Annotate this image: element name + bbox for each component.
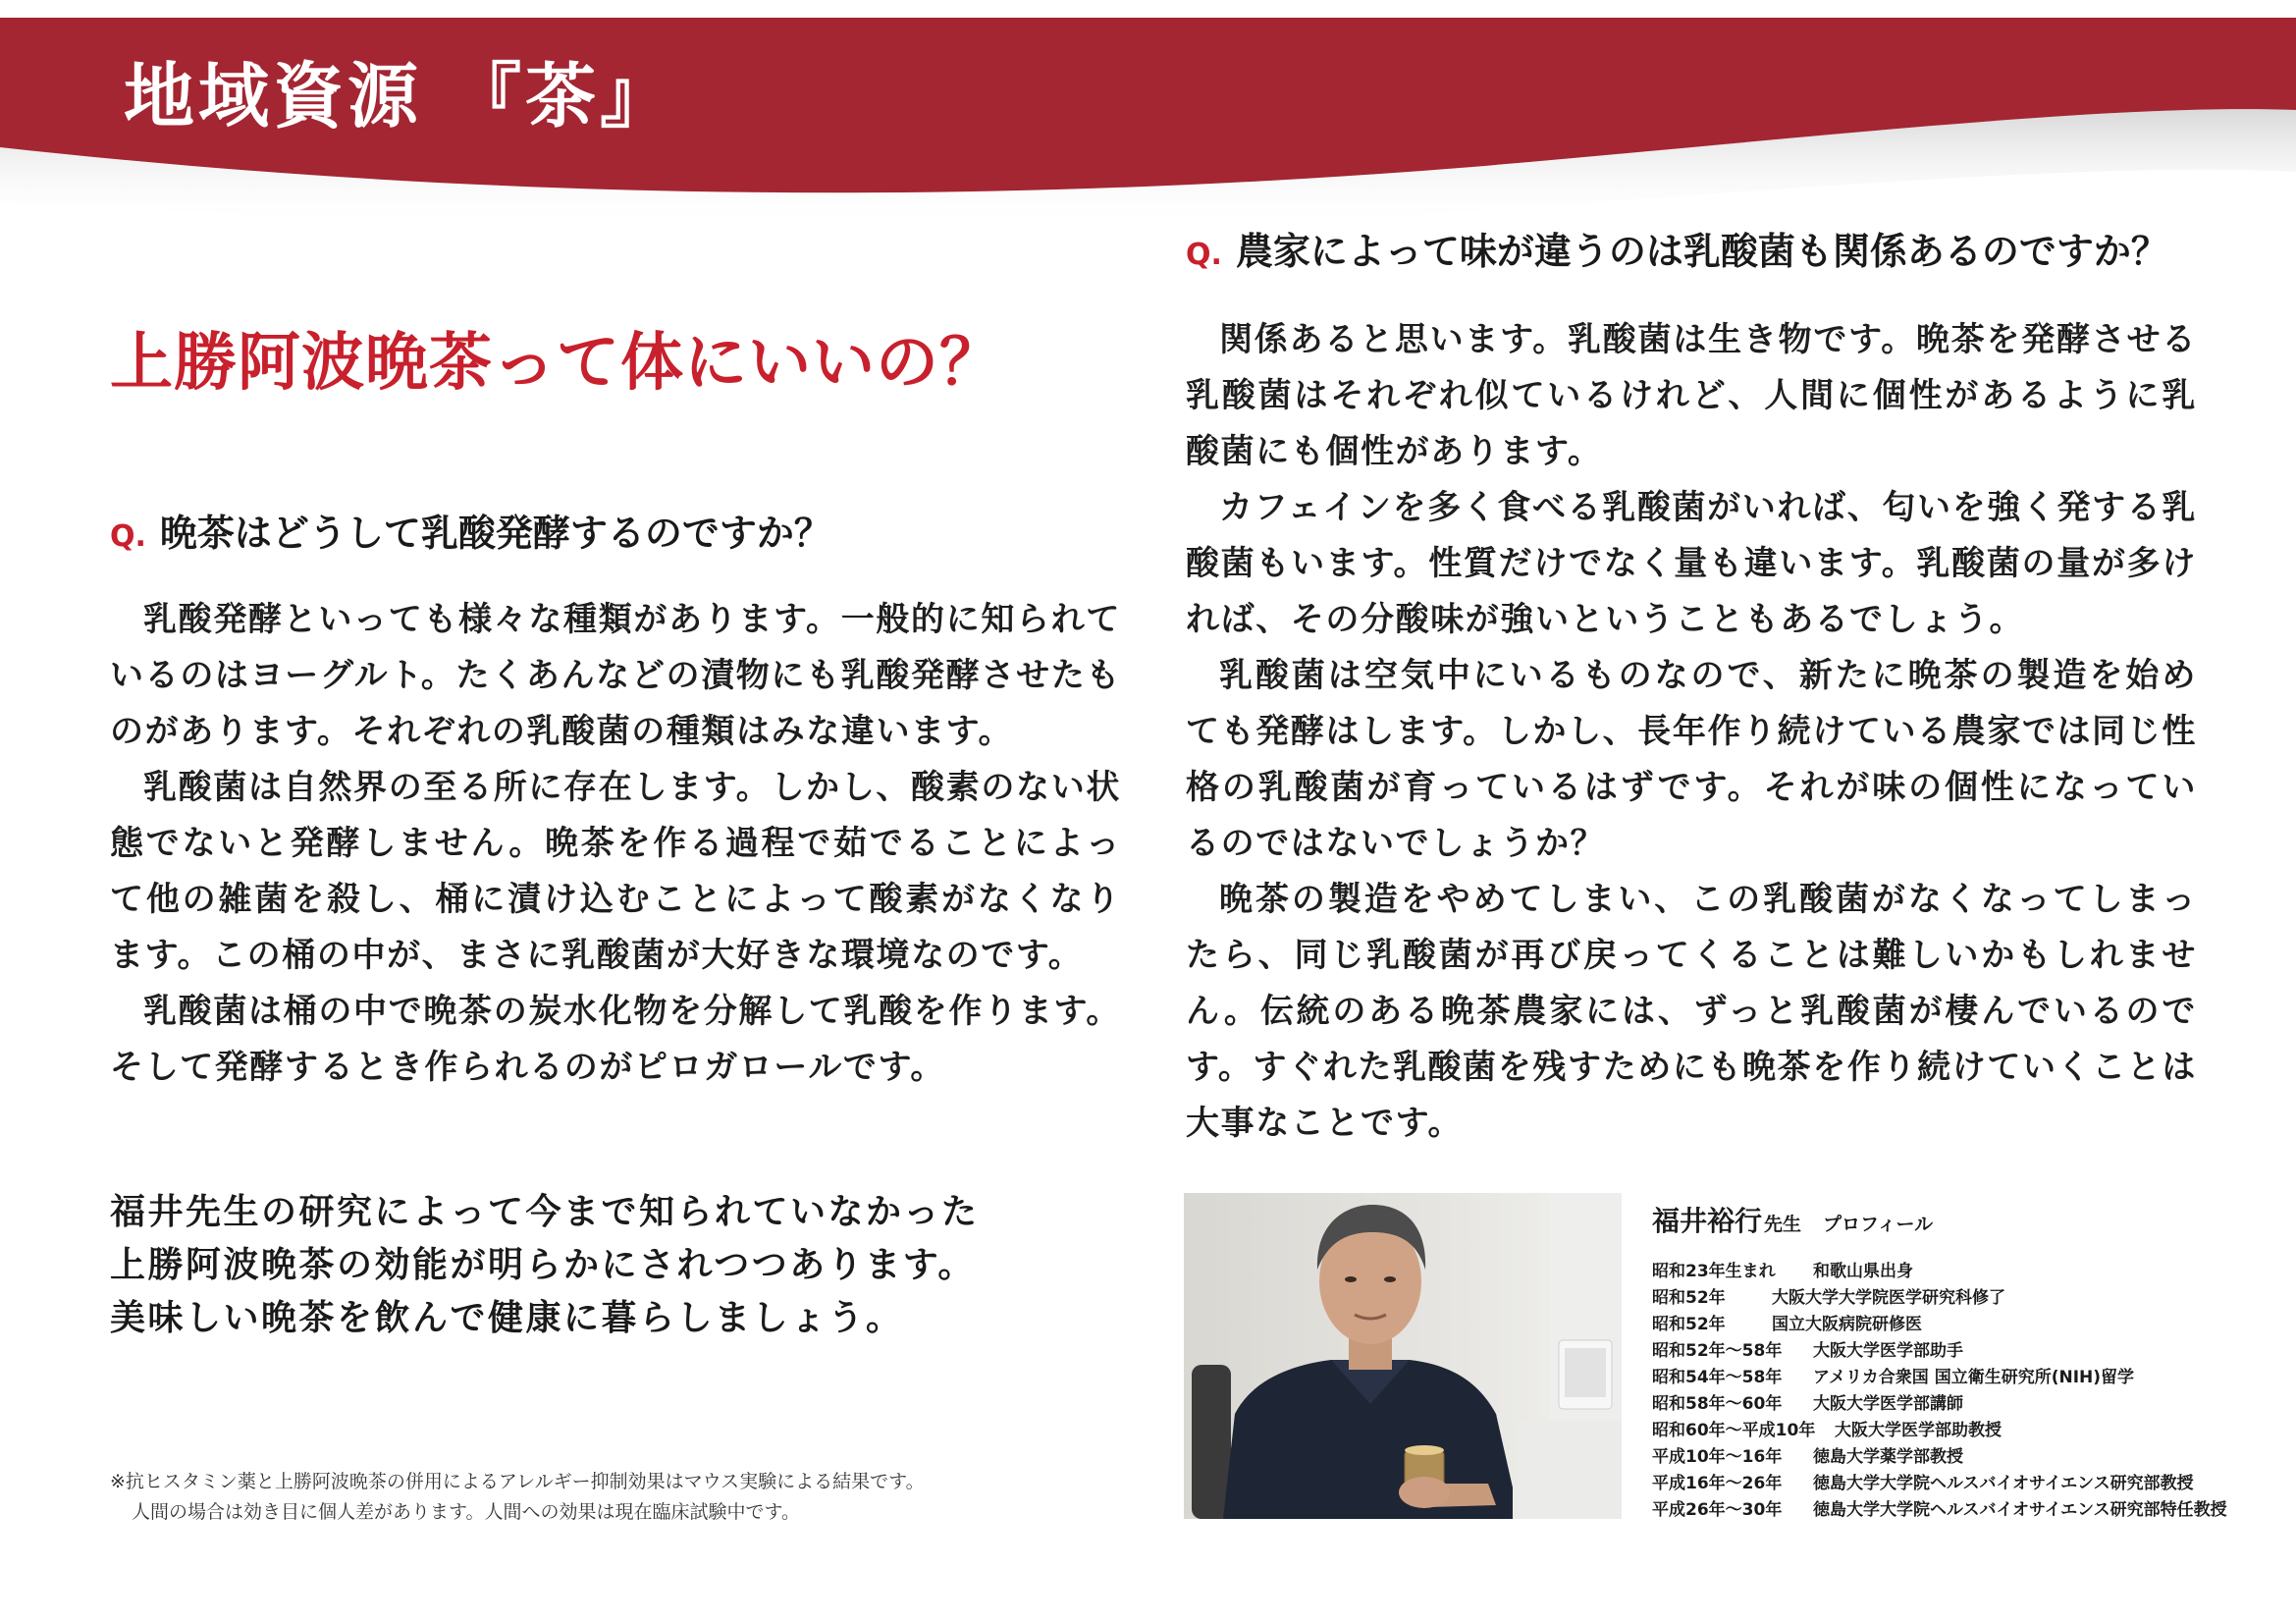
career-years: 昭和52年〜58年 <box>1652 1341 1783 1361</box>
closing-line-1: 福井先生の研究によって今まで知られていなかった <box>110 1192 980 1232</box>
closing-message <box>110 1186 1190 1345</box>
career-item <box>1652 1418 2280 1444</box>
career-item <box>1652 1391 2280 1418</box>
footnote <box>110 1467 1150 1528</box>
career-years: 昭和58年〜60年 <box>1652 1394 1783 1414</box>
q1-paragraph-1: 乳酸発酵といっても様々な種類があります。一般的に知られているのはヨーグルト。たくあんなどの漬物にも乳酸発酵させたものがあります。それぞれの乳酸菌の種類はみな違います。 <box>110 600 1121 751</box>
professor-illustration <box>1184 1193 1622 1519</box>
career-detail: 徳島大学大学院ヘルスバイオサイエンス研究部教授 <box>1813 1474 2194 1493</box>
career-detail: 徳島大学大学院ヘルスバイオサイエンス研究部特任教授 <box>1813 1500 2227 1520</box>
career-item <box>1652 1338 2280 1365</box>
banner-title: 地域資源 『茶』 <box>124 55 675 137</box>
q2-heading <box>1186 221 2168 275</box>
q1-paragraph-3: 乳酸菌は桶の中で晩茶の炭水化物を分解して乳酸を作ります。そして発酵するとき作られるのがピロガロールです。 <box>110 992 1121 1087</box>
q1-heading <box>110 503 831 557</box>
footnote-line-2: 人間の場合は効き目に個人差があります。人間への効果は現在臨床試験中です。 <box>132 1501 800 1523</box>
q1-paragraph-2: 乳酸菌は自然界の至る所に存在します。しかし、酸素のない状態でないと発酵しません。晩茶を作る過程で茹でることによって他の雑菌を殺し、桶に漬け込むことによって酸素がなくなります。この桶の中が、まさに乳酸菌が大好きな環境なのです。 <box>110 768 1121 975</box>
career-list <box>1652 1259 2280 1524</box>
q1-answer <box>110 592 1121 1096</box>
main-heading: 上勝阿波晩茶って体にいいの？ <box>110 327 1003 400</box>
closing-line-3: 美味しい晩茶を飲んで健康に暮らしましょう。 <box>110 1298 904 1338</box>
career-years: 昭和23年生まれ <box>1652 1262 1776 1281</box>
profile-label: プロフィール <box>1823 1214 1934 1235</box>
career-years: 平成26年〜30年 <box>1652 1500 1783 1520</box>
career-item <box>1652 1444 2280 1471</box>
header-banner <box>0 0 2296 226</box>
q1-question: 晩茶はどうして乳酸発酵するのですか？ <box>159 512 831 555</box>
career-years: 昭和52年 <box>1652 1288 1726 1308</box>
footnote-line-1: ※抗ヒスタミン薬と上勝阿波晩茶の併用によるアレルギー抑制効果はマウス実験による結果です。 <box>110 1471 925 1492</box>
professor-photo <box>1184 1193 1622 1519</box>
q2-paragraph-1: 関係あると思います。乳酸菌は生き物です。晩茶を発酵させる乳酸菌はそれぞれ似ているけれど、人間に個性があるように乳酸菌にも個性があります。 <box>1186 320 2197 471</box>
career-detail: 国立大阪病院研修医 <box>1772 1315 1922 1334</box>
career-item <box>1652 1285 2280 1312</box>
career-detail: 徳島大学薬学部教授 <box>1813 1447 1963 1467</box>
career-years: 平成16年〜26年 <box>1652 1474 1783 1493</box>
career-item <box>1652 1259 2280 1285</box>
q2-mark: Q. <box>1186 238 1222 272</box>
career-item <box>1652 1471 2280 1497</box>
career-years: 昭和54年〜58年 <box>1652 1368 1783 1387</box>
q2-paragraph-4: 晩茶の製造をやめてしまい、この乳酸菌がなくなってしまったら、同じ乳酸菌が再び戻ってくることは難しいかもしれません。伝統のある晩茶農家には、ずっと乳酸菌が棲んでいるのです。すぐれた乳酸菌を残すためにも晩茶を作り続けていくことは大事なことです。 <box>1186 880 2197 1143</box>
career-detail: 大阪大学医学部講師 <box>1813 1394 1963 1414</box>
q1-mark: Q. <box>110 519 146 554</box>
q2-question: 農家によって味が違うのは乳酸菌も関係あるのですか？ <box>1235 230 2168 273</box>
q2-paragraph-3: 乳酸菌は空気中にいるものなので、新たに晩茶の製造を始めても発酵はします。しかし、長年作り続けている農家では同じ性格の乳酸菌が育っているはずです。それが味の個性になっているのではないでしょうか？ <box>1186 656 2197 863</box>
closing-line-2: 上勝阿波晩茶の効能が明らかにされつつあります。 <box>110 1245 976 1285</box>
profile-honorific: 先生 <box>1764 1214 1802 1235</box>
career-detail: アメリカ合衆国 国立衛生研究所(NIH)留学 <box>1813 1368 2135 1387</box>
q2-answer <box>1186 312 2197 1152</box>
profile-name: 福井裕行 <box>1652 1205 1763 1237</box>
q2-paragraph-2: カフェインを多く食べる乳酸菌がいれば、匂いを強く発する乳酸菌もいます。性質だけでなく量も違います。乳酸菌の量が多ければ、その分酸味が強いということもあるでしょう。 <box>1186 488 2197 639</box>
career-years: 昭和52年 <box>1652 1315 1726 1334</box>
profile-heading <box>1652 1200 1933 1239</box>
career-detail: 大阪大学医学部助教授 <box>1835 1421 2002 1440</box>
career-item <box>1652 1312 2280 1338</box>
career-detail: 大阪大学大学院医学研究科修了 <box>1772 1288 2005 1308</box>
career-detail: 和歌山県出身 <box>1813 1262 1913 1281</box>
career-years: 昭和60年〜平成10年 <box>1652 1421 1816 1440</box>
career-item <box>1652 1497 2280 1524</box>
career-item <box>1652 1365 2280 1391</box>
career-years: 平成10年〜16年 <box>1652 1447 1783 1467</box>
career-detail: 大阪大学医学部助手 <box>1813 1341 1963 1361</box>
